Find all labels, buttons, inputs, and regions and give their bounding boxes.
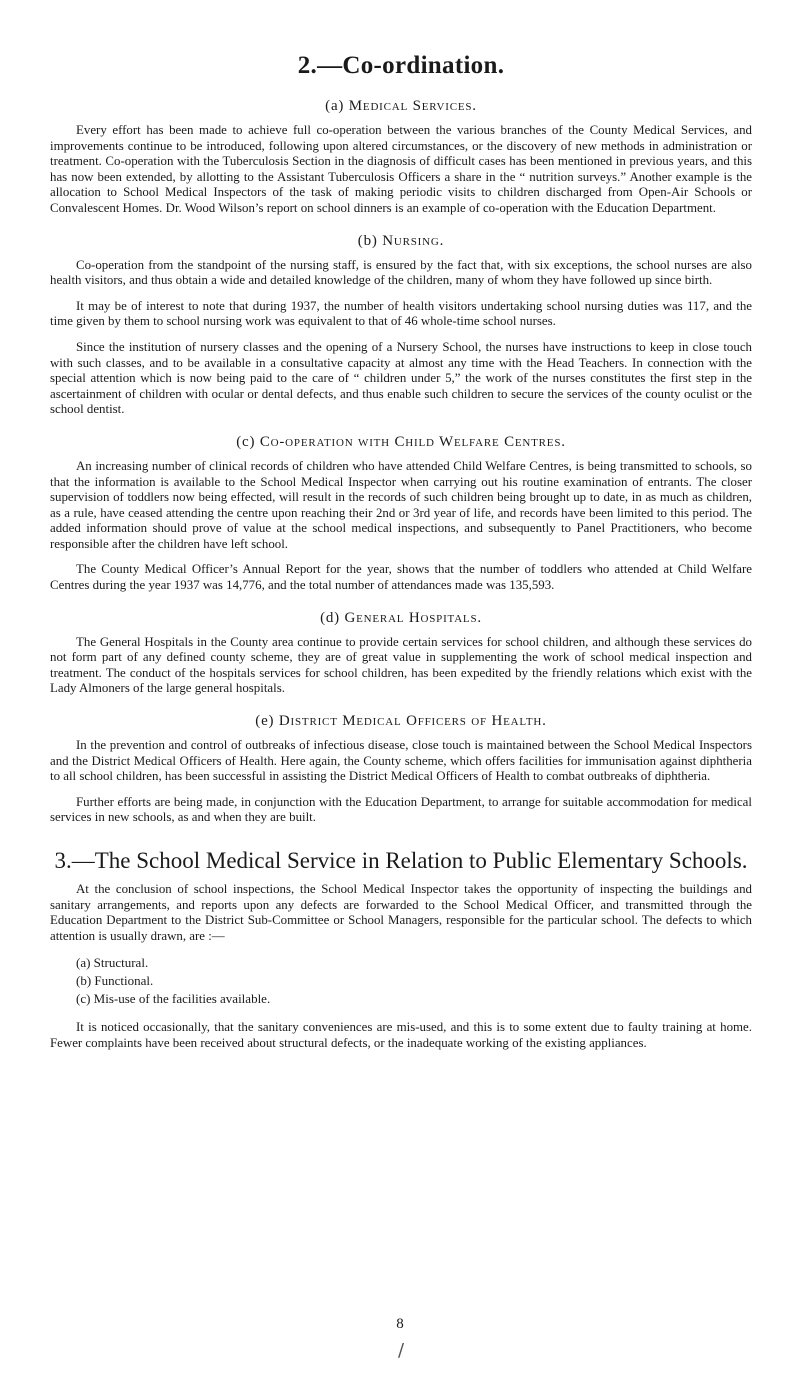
subheading-district-medical-officers	[50, 713, 752, 730]
paragraph: Co-operation from the standpoint of the nursing staff, is ensured by the fact that, with six exceptions, the school nurses are also health visitors, and thus obtain a wide and detailed knowledge of the children, many of whom they have followed up since birth.	[50, 257, 752, 288]
subheading-letter: (c)	[236, 433, 256, 450]
defects-list	[76, 954, 752, 1008]
subheading-title: District Medical Officers of Health.	[278, 713, 547, 730]
subheading-general-hospitals	[50, 610, 752, 627]
paragraph: It is noticed occasionally, that the sanitary conveniences are mis-used, and this is to some extent due to faulty training at home. Fewer complaints have been received about structural defects, or the inadequate working of the existing appliances.	[50, 1020, 752, 1050]
paragraph: The General Hospitals in the County area continue to provide certain services for school children, and although these services do not form part of any defined county scheme, they are of great value in supplementing the work of school medical inspection and treatment. The conduct of the hospitals services for school children, has been expedited by the friendly relations which exist with the Lady Almoners of the large general hospitals.	[50, 634, 752, 696]
paragraph: An increasing number of clinical records of children who have attended Child Welfare Centres, is being transmitted to schools, so that the information is available to the School Medical Inspector when carrying out his routine examination of entrants. The closer supervision of toddlers now being effected, will result in the records of such children being brought up to date, in as much as children, as a rule, have ceased attending the centre upon reaching their 2nd or 3rd year of life, and records have been limited to this period. The added information should prove of value at the school medical inspections, and subsequently to Panel Practitioners, who become responsible after the children have left school.	[50, 458, 752, 551]
subheading-letter: (e)	[255, 713, 275, 730]
list-item: (b) Functional.	[76, 973, 154, 989]
subheading-letter: (a)	[325, 98, 345, 114]
subheading-letter: (b)	[357, 232, 378, 249]
subheading-title: Nursing.	[382, 232, 445, 249]
paragraph: The County Medical Officer’s Annual Report for the year, shows that the number of toddlers who attended at Child Welfare Centres during the year 1937 was 14,776, and the total number of attendances made was 135,593.	[50, 562, 752, 593]
paragraph: Every effort has been made to achieve full co-operation between the various branches of the County Medical Services, and improvements continue to be introduced, following upon altered circumstances, or the discovery of new methods in administration or treatment. Co-operation with the Tuberculosis Section in the diagnosis of difficult cases has been mentioned in previous years, and this has now been extended, by allotting to the Assistant Tuberculosis Officers a share in the “ nutrition surveys.” Another example is the allocation to School Medical Inspectors of the task of making periodic visits to children discharged from Open-Air Schools or Convalescent Homes. Dr. Wood Wilson’s report on school dinners is an example of co-operation with the Education Department.	[50, 123, 752, 215]
subheading-title: Co-operation with Child Welfare Centres.	[259, 433, 566, 450]
list-item: (c) Mis-use of the facilities available.	[76, 991, 271, 1007]
subheading-child-welfare	[50, 434, 752, 451]
section-3-heading: 3.—The School Medical Service in Relation to Public Elementary Schools.	[54, 848, 748, 873]
list-item: (a) Structural.	[76, 955, 149, 971]
subheading-title: General Hospitals.	[344, 609, 482, 626]
paragraph: At the conclusion of school inspections, the School Medical Inspector takes the opportunity of inspecting the buildings and sanitary arrangements, and reports upon any defects are forwarded to the School Medical Officer, and transmitted through the Education Department to the District Sub-Committee or School Managers, responsible for the particular school. The defects to which attention is usually drawn, are :—	[50, 882, 752, 943]
page-number: 8	[396, 1316, 404, 1332]
document-page	[50, 52, 752, 1062]
paragraph: Since the institution of nursery classes and the opening of a Nursery School, the nurses have instructions to keep in close touch with such classes, and to be available in a consultative capacity at almost any time with the Head Teachers. In connection with the special attention which is now being paid to the care of “ children under 5,” the work of the nurses constitutes the first step in the ascertainment of children with ocular or dental defects, and thus enable such children to secure the services of the county oculist or the school dentist.	[50, 339, 752, 417]
margin-mark: /	[398, 1340, 405, 1361]
paragraph: Further efforts are being made, in conjunction with the Education Department, to arrange for suitable accommodation for medical services in new schools, as and when they are built.	[50, 794, 752, 825]
subheading-nursing	[50, 233, 752, 250]
subheading-title: Medical Services.	[348, 98, 477, 114]
subheading-medical-services	[50, 98, 752, 115]
page-heading: 2.—Co-ordination.	[297, 52, 505, 79]
subheading-letter: (d)	[320, 609, 340, 626]
paragraph: In the prevention and control of outbreaks of infectious disease, close touch is maintained between the School Medical Inspectors and the District Medical Officers of Health. Here again, the County scheme, which offers facilities for immunisation against diphtheria to all school children, has been successful in assisting the District Medical Officers of Health to combat outbreaks of diphtheria.	[50, 738, 752, 784]
paragraph: It may be of interest to note that during 1937, the number of health visitors undertaking school nursing duties was 117, and the time given by them to school nursing work was equivalent to that of 46 whole-time school nurses.	[50, 298, 752, 329]
